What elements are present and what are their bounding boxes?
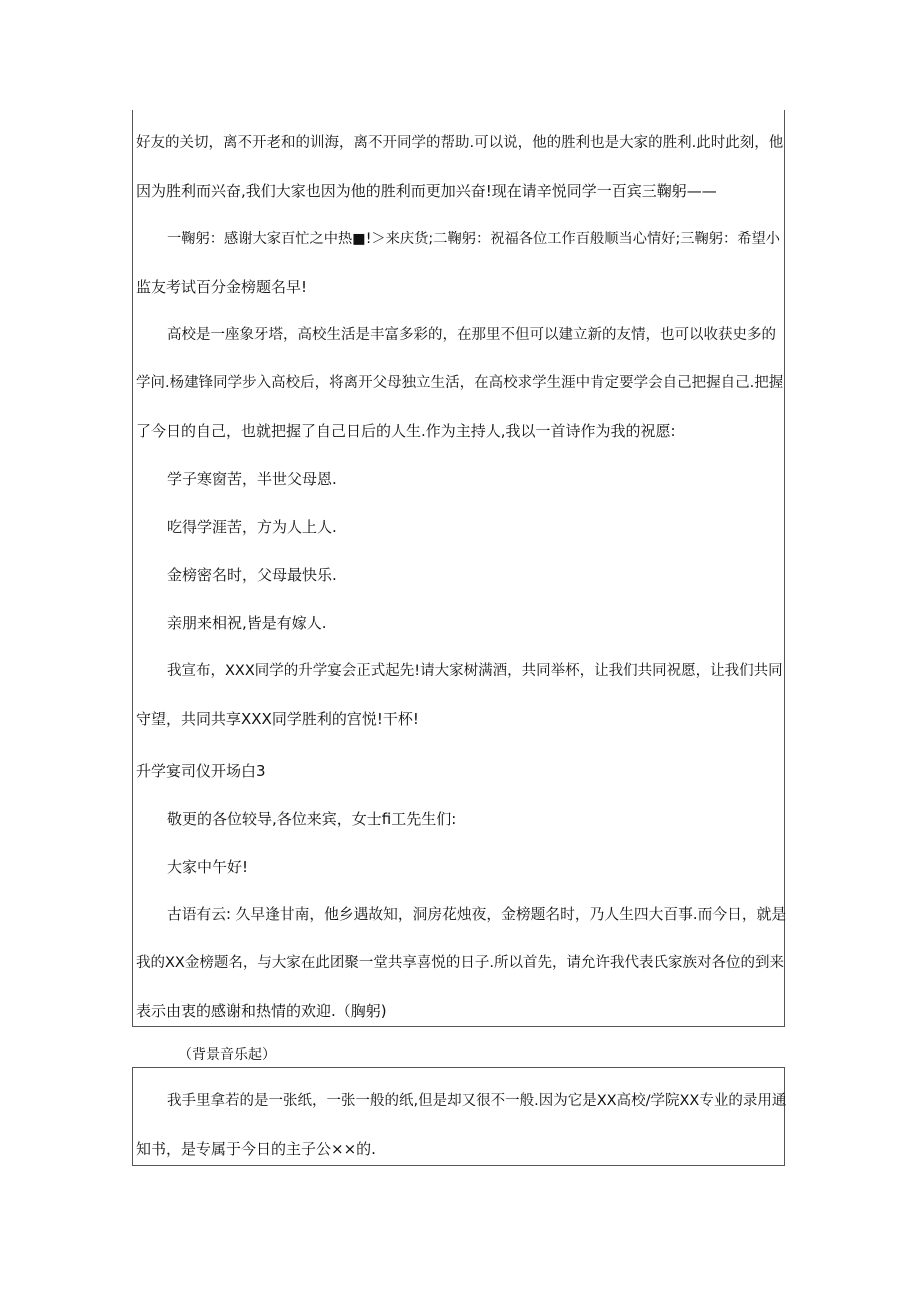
text-line: 因为胜利而兴奋,我们大家也因为他的胜利而更加兴奋!现在请辛悦同学一百宾三鞠躬—— — [136, 182, 717, 200]
text-line: 敬更的各位较导,各位来宾，女士fi工先生们: — [167, 810, 457, 828]
text-line: 我的XX金榜题名，与大家在此团聚一堂共享喜悦的日子.所以首先，请允许我代表氏家族对各位的到来 — [136, 955, 784, 971]
poem-line: 吃得学涯苦，方为人上人. — [167, 518, 337, 536]
text-line: 我手里拿若的是一张纸，一张一般的纸,但是却又很不一般.因为它是XX高校/学院XX专业的录用通 — [167, 1093, 787, 1109]
section-heading: 升学宴司仪开场白3 — [136, 762, 266, 780]
text-line: 大家中午好! — [167, 858, 249, 876]
text-line: 了今日的自己，也就把握了自己日后的人生.作为主持人,我以一首诗作为我的祝愿: — [136, 422, 676, 440]
stage-direction: （背景音乐起） — [178, 1047, 276, 1063]
text-line: 表示由衷的感谢和热情的欢迎.（胸躬) — [136, 1002, 387, 1020]
text-line: 知书，是专属于今日的主子公××的. — [136, 1140, 376, 1158]
text-line: 我宣布，XXX同学的升学宴会正式起先!请大家树满酒，共同举杯，让我们共同祝愿，让我们共同 — [167, 663, 783, 679]
text-line: 监友考试百分金榜题名早! — [136, 278, 308, 296]
text-line: 高校是一座象牙塔，高校生活是丰富多彩的，在那里不但可以建立新的友情，也可以收获史多的 — [167, 327, 776, 343]
text-line: 一鞠躬：感谢大家百忙之中热■!＞来庆货;二鞠躬：祝福各位工作百般顺当心情好;三鞠躬：希望小 — [167, 231, 781, 247]
text-line: 古语有云: 久早逢甘南，他乡遇故知，洞房花烛夜，金榜题名时，乃人生四大百事.而今日，就是 — [167, 906, 787, 923]
poem-line: 亲朋来相祝,皆是有嫁人. — [167, 614, 327, 632]
text-line: 好友的关切，离不开老和的训海，离不开同学的帮助.可以说，他的胜利也是大家的胜利.此时此刻，他 — [136, 135, 784, 151]
poem-line: 学子寒窗苦，半世父母恩. — [167, 470, 337, 488]
poem-line: 金榜密名时，父母最快乐. — [167, 566, 337, 584]
text-line: 守望，共同共享XXX同学胜利的宫悦!干杯! — [136, 710, 419, 728]
text-line: 学问.杨建锋同学步入高校后，将离开父母独立生活，在高校求学生涯中肯定要学会自己把握自己.把握 — [136, 375, 784, 391]
